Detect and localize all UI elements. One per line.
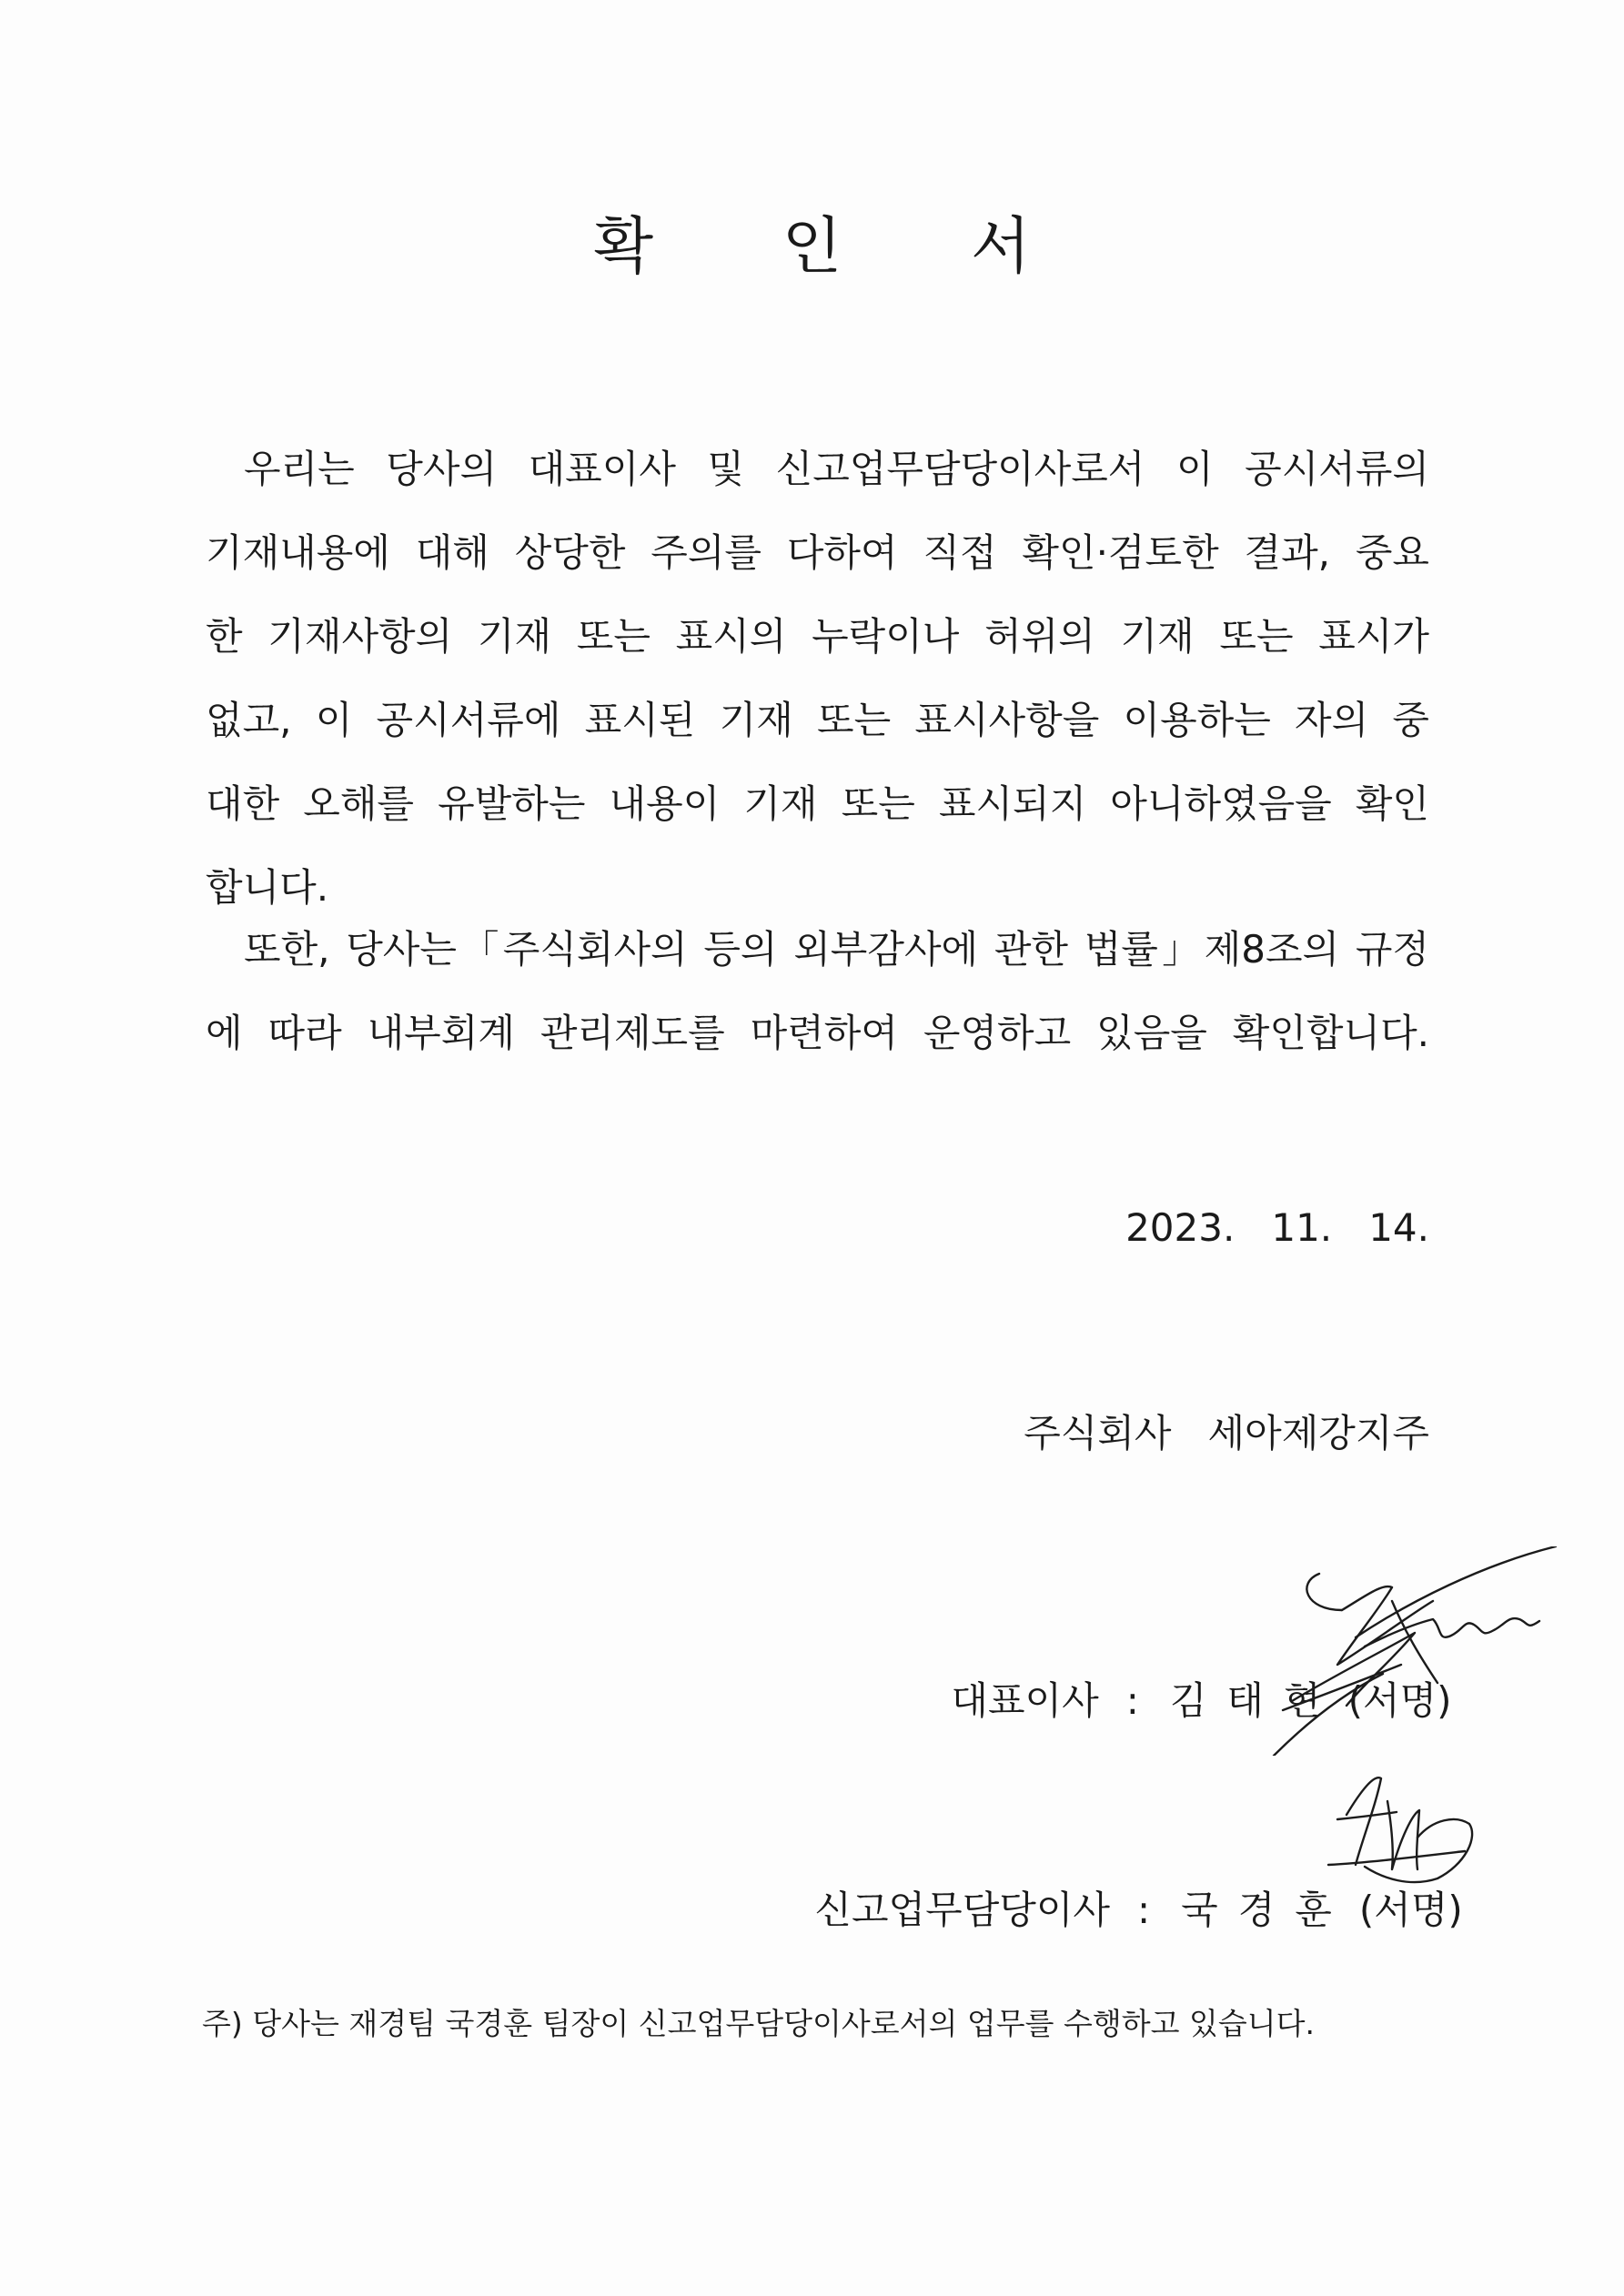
officer-role-label: 신고업무담당이사 (814, 1888, 1110, 1932)
ceo-handwritten-signature (1256, 1546, 1583, 1756)
officer-handwritten-signature (1310, 1765, 1492, 1892)
paragraph-line: 합니다. (206, 865, 329, 910)
ceo-role-label: 대표이사 (951, 1678, 1099, 1723)
officer-colon: : (1136, 1888, 1151, 1932)
internal-control-paragraph (206, 908, 1429, 1075)
paragraph-line: 없고, 이 공시서류에 표시된 기재 또는 표시사항을 이용하는 자의 중 (206, 698, 1429, 742)
paragraph-line: 기재내용에 대해 상당한 주의를 다하여 직접 확인·검토한 결과, 중요 (206, 530, 1429, 575)
ceo-name: 김태현 (1169, 1678, 1341, 1723)
paragraph-line: 한 기재사항의 기재 또는 표시의 누락이나 허위의 기재 또는 표시가 (206, 614, 1429, 659)
company-name: 주식회사 세아제강지주 (1024, 1411, 1429, 1455)
paragraph-line: 또한, 당사는「주식회사의 등의 외부감사에 관한 법률」제8조의 규정 (244, 927, 1429, 972)
ceo-seal-label: (서명) (1347, 1678, 1452, 1723)
document-title: 확 인 서 (593, 211, 1085, 283)
paragraph-line: 대한 오해를 유발하는 내용이 기재 또는 표시되지 아니하였음을 확인 (206, 781, 1429, 826)
ceo-colon: : (1125, 1678, 1139, 1723)
document-date: 2023. 11. 14. (1125, 1205, 1429, 1250)
confirmation-paragraph (206, 428, 1429, 930)
footnote: 주) 당사는 재경팀 국경훈 팀장이 신고업무담당이사로서의 업무를 수행하고 있습니다. (202, 2006, 1316, 2041)
paragraph-line: 에 따라 내부회계 관리제도를 마련하여 운영하고 있음을 확인합니다. (206, 1011, 1429, 1055)
paragraph-line: 우리는 당사의 대표이사 및 신고업무담당이사로서 이 공시서류의 (244, 447, 1429, 491)
officer-name: 국경훈 (1181, 1888, 1352, 1932)
officer-seal-label: (서명) (1358, 1888, 1463, 1932)
